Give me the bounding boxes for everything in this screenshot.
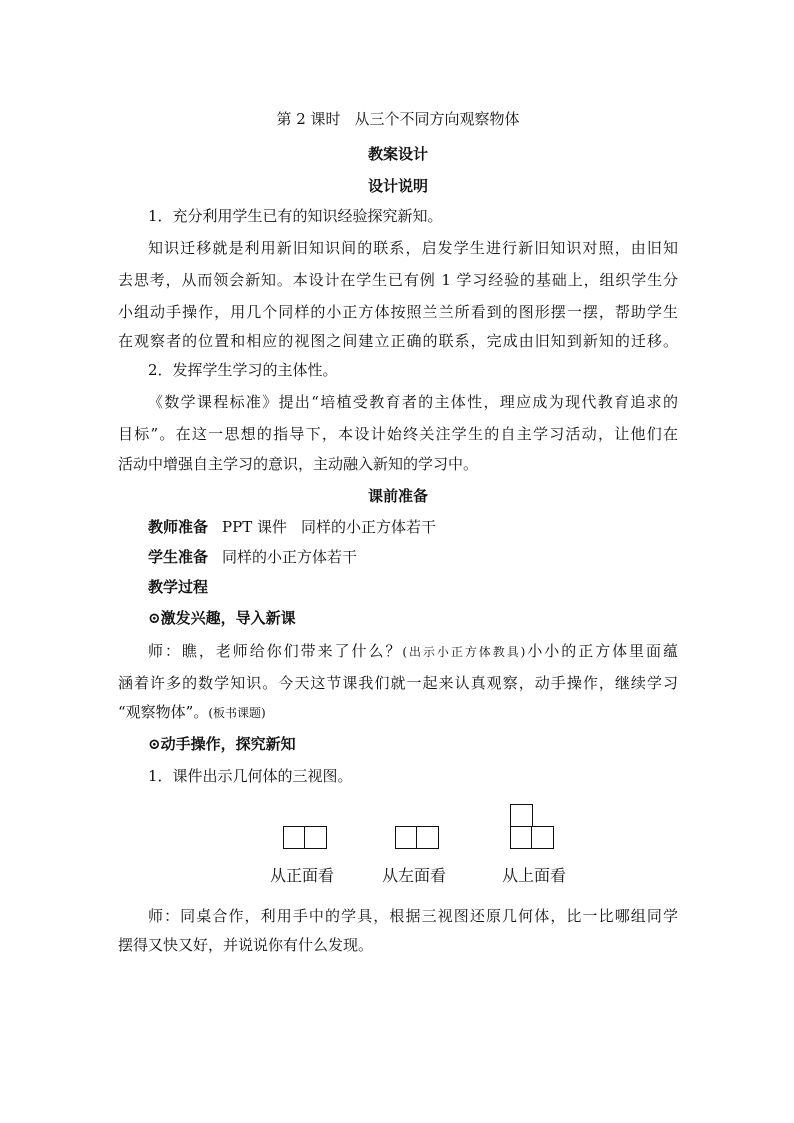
view-square xyxy=(283,826,306,849)
lesson-number: 第 2 课时 xyxy=(276,110,341,128)
paragraph-1-line-1: 知识迁移就是利用新旧知识间的联系，启发学生进行新旧知识对照，由旧知 xyxy=(148,239,678,257)
step-1-line-3 xyxy=(118,694,678,730)
paragraph-2-line-1: 《数学课程标准》提出“培植受教育者的主体性，理应成为现代教育追求的 xyxy=(148,393,678,411)
step-2-paragraph-line-2: 摆得又快又好，并说说你有什么发现。 xyxy=(118,936,374,954)
top-view-caption: 从上面看 xyxy=(502,866,567,885)
section-prep-heading: 课前准备 xyxy=(367,487,428,505)
view-square xyxy=(304,826,327,849)
paragraph-2-line-2: 目标”。在这一思想的指导下，本设计始终关注学生的自主学习活动，让他们在 xyxy=(118,425,678,443)
student-prep-item: 同样的小正方体若干 xyxy=(222,548,358,566)
paragraph-1-line-3: 小组动手操作，用几个同样的小正方体按照兰兰所看到的图形摆一摆，帮助学生 xyxy=(118,303,678,321)
point-1-heading: 1．充分利用学生已有的知识经验探究新知。 xyxy=(148,207,443,225)
section-design-heading: 设计说明 xyxy=(367,177,428,195)
lesson-title xyxy=(118,101,678,137)
step-1-line-1 xyxy=(118,633,678,669)
step-1-text: 小小的正方体里面蕴 xyxy=(525,642,678,660)
step-1-line-2: 涵着许多的数学知识。今天这节课我们就一起来认真观察，动手操作，继续学习 xyxy=(118,674,678,692)
view-square xyxy=(416,826,439,849)
left-view-caption: 从左面看 xyxy=(382,866,447,885)
stage-direction: (出示小正方体教具) xyxy=(402,645,526,659)
lesson-topic: 从三个不同方向观察物体 xyxy=(354,110,520,128)
stage-direction: (板书课题) xyxy=(208,706,266,720)
view-square xyxy=(510,804,533,827)
paragraph-1-line-2: 去思考，从而领会新知。本设计在学生已有例 1 学习经验的基础上，组织学生分 xyxy=(118,271,678,289)
teacher-prep-item: PPT 课件 xyxy=(222,518,287,536)
point-2-heading: 2．发挥学生学习的主体性。 xyxy=(148,361,338,379)
view-square xyxy=(510,826,533,849)
subtitle: 教案设计 xyxy=(367,145,428,163)
teacher-prep-label: 教师准备 xyxy=(148,518,209,536)
paragraph-1-line-4: 在观察者的位置和相应的视图之间建立正确的联系，完成由旧知到新知的迁移。 xyxy=(118,332,678,350)
step-2-paragraph-line-1: 师：同桌合作，利用手中的学具，根据三视图还原几何体，比一比哪组同学 xyxy=(148,907,678,925)
front-view-caption: 从正面看 xyxy=(270,866,335,885)
teacher-prep-item: 同样的小正方体若干 xyxy=(300,518,436,536)
step-1-heading: ⊙激发兴趣，导入新课 xyxy=(148,609,296,627)
step-1-text: “观察物体”。 xyxy=(118,703,209,721)
step-2-heading: ⊙动手操作，探究新知 xyxy=(148,735,296,753)
student-prep-label: 学生准备 xyxy=(148,548,209,566)
view-square xyxy=(395,826,418,849)
view-square xyxy=(531,826,554,849)
step-1-text: 师：瞧，老师给你们带来了什么？ xyxy=(148,642,403,660)
step-2-item-1: 1．课件出示几何体的三视图。 xyxy=(148,767,353,785)
paragraph-2-line-3: 活动中增强自主学习的意识，主动融入新知的学习中。 xyxy=(118,455,479,473)
process-heading: 教学过程 xyxy=(148,578,209,596)
